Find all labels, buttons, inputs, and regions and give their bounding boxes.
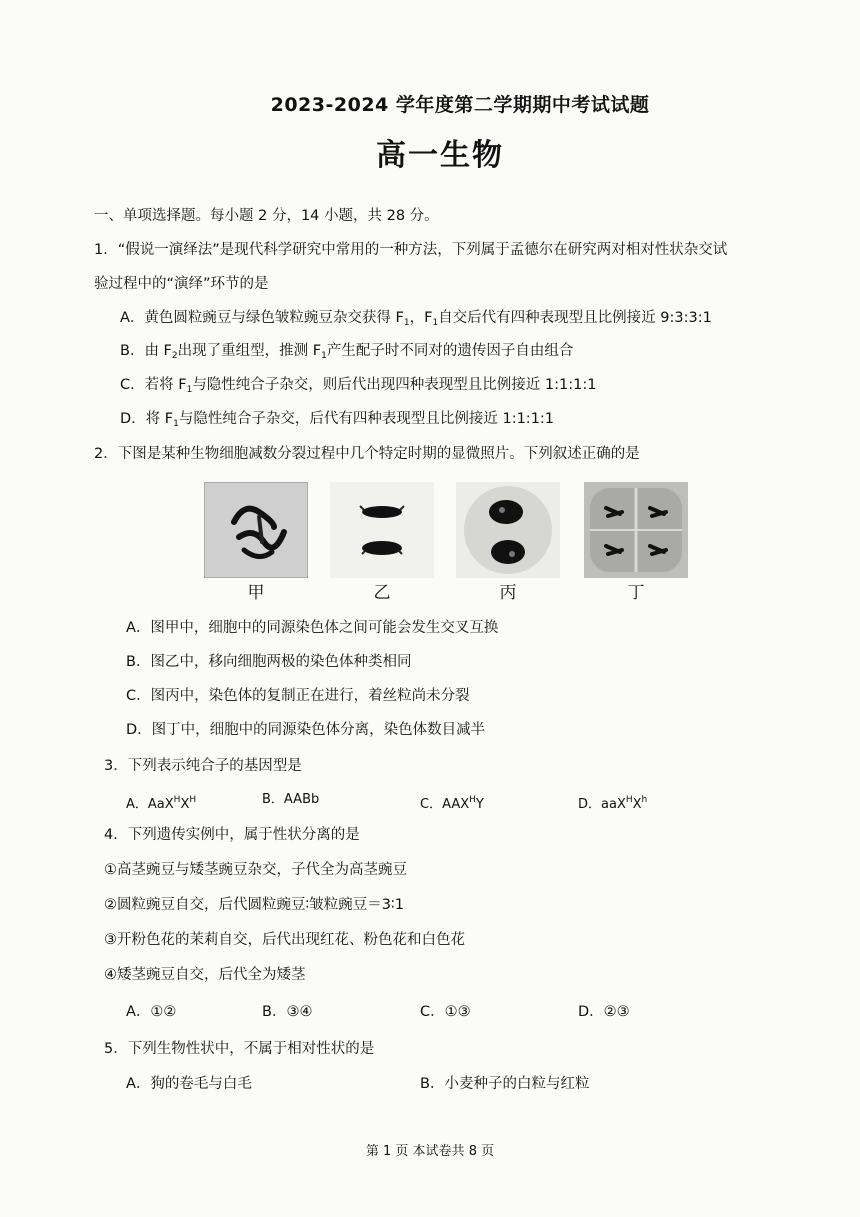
q5-option-b: B．小麦种子的白粒与红粒 (420, 1076, 590, 1092)
q3-option-a: A．$AaX^HX^H$ (126, 795, 197, 812)
q4-item: ②圆粒豌豆自交，后代圆粒豌豆∶皱粒豌豆＝3∶1 (104, 897, 404, 913)
q3-option-c: C．$AAX^HY$ (420, 795, 484, 812)
q2-option-d: D．图丁中，细胞中的同源染色体分离，染色体数目减半 (126, 722, 486, 738)
q5-option-a: A．狗的卷毛与白毛 (126, 1076, 252, 1092)
q1-stem-line1: 1．“假说一演绎法”是现代科学研究中常用的一种方法，下列属于孟德尔在研究两对相对性状杂交试 (94, 242, 728, 258)
q4-option-c: C．①③ (420, 1004, 471, 1020)
q3-option-d: D．$aaX^HX^h$ (578, 795, 648, 812)
exam-title: 2023-2024 学年度第二学期期中考试试题 (270, 94, 650, 116)
photo-label-yi: 乙 (373, 583, 391, 603)
q3-stem: 3．下列表示纯合子的基因型是 (104, 758, 302, 774)
micrograph-ding (584, 482, 688, 578)
photo-label-bing: 丙 (499, 583, 517, 603)
q4-option-d: D．②③ (578, 1004, 630, 1020)
q2-option-a: A．图甲中，细胞中的同源染色体之间可能会发生交叉互换 (126, 620, 499, 636)
subject-title: 高一生物 (376, 138, 504, 173)
q1-stem-line2: 验过程中的“演绎”环节的是 (94, 276, 269, 292)
q4-option-a: A．①② (126, 1004, 177, 1020)
micrograph-yi (330, 482, 434, 578)
section-heading: 一、单项选择题。每小题 2 分，14 小题，共 28 分。 (94, 208, 439, 224)
q4-stem: 4．下列遗传实例中，属于性状分离的是 (104, 827, 360, 843)
q5-stem: 5．下列生物性状中，不属于相对性状的是 (104, 1041, 375, 1057)
photo-label-jia: 甲 (247, 583, 265, 603)
photo-label-ding: 丁 (627, 583, 645, 603)
q1-option-b: B．由 $F_2$出现了重组型，推测 $F_1$产生配子时不同对的遗传因子自由组合 (120, 343, 574, 361)
q2-option-c: C．图丙中，染色体的复制正在进行，着丝粒尚未分裂 (126, 688, 470, 704)
q1-option-c: C．若将 $F_1$与隐性纯合子杂交，则后代出现四种表现型且比例接近 1:1:1:1 (120, 377, 597, 395)
q2-stem: 2．下图是某种生物细胞减数分裂过程中几个特定时期的显微照片。下列叙述正确的是 (94, 446, 640, 462)
micrograph-jia (204, 482, 308, 578)
micrograph-bing (456, 482, 560, 578)
q3-option-b: B．AABb (262, 792, 320, 807)
q1-option-a: A．黄色圆粒豌豆与绿色皱粒豌豆杂交获得 $F_1$，$F_1$自交后代有四种表现型且比例接近 9:3:3:1 (120, 310, 712, 328)
page-footer: 第 1 页 本试卷共 8 页 (365, 1144, 495, 1159)
q4-item: ③开粉色花的茉莉自交，后代出现红花、粉色花和白色花 (104, 932, 465, 948)
q4-item: ④矮茎豌豆自交，后代全为矮茎 (104, 967, 306, 983)
q4-item: ①高茎豌豆与矮茎豌豆杂交，子代全为高茎豌豆 (104, 862, 407, 878)
q1-option-d: D．将 $F_1$与隐性纯合子杂交，后代有四种表现型且比例接近 1:1:1:1 (120, 411, 555, 429)
q4-option-b: B．③④ (262, 1004, 313, 1020)
q2-option-b: B．图乙中，移向细胞两极的染色体种类相同 (126, 654, 412, 670)
